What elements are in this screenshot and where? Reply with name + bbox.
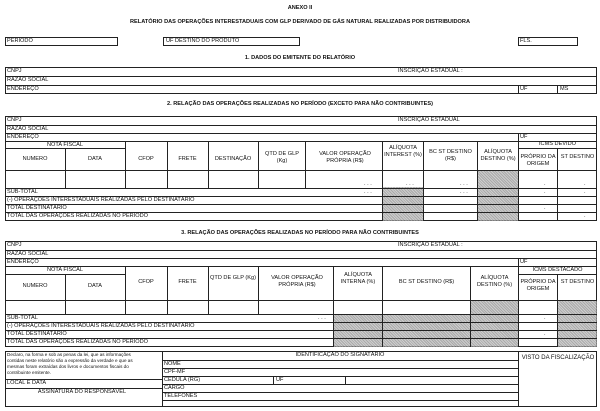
s3-numero-header: NUMERO bbox=[22, 283, 48, 289]
uf-destino-label: UF DESTINO DO PRODUTO bbox=[166, 38, 240, 44]
s3-cnpj-label: CNPJ bbox=[7, 242, 22, 248]
s2-inscricao-label: INSCRIÇÃO ESTADUAL bbox=[398, 117, 460, 123]
declaro-line-3: mesmas foram extraídas dos livros e documentos fiscais do bbox=[7, 364, 129, 369]
s3-qtd-glp-header: QTD DE GLP (Kg) bbox=[210, 275, 256, 281]
cargo-label[interactable]: CARGO bbox=[164, 385, 185, 391]
s2-valor-operacao-header: VALOR OPERAÇÃO PRÓPRIA (R$) bbox=[319, 151, 371, 164]
assinatura-label: ASSINATURA DO RESPONSÁVEL bbox=[37, 389, 127, 395]
section3-title: 3. RELAÇÃO DAS OPERAÇÕES REALIZADAS NO PERÍODO PARA NÃO CONTRIBUINTES bbox=[181, 230, 419, 236]
form-title: RELATÓRIO DAS OPERAÇÕES INTERESTADUAIS COM GLP DERIVADO DE GÁS NATURAL REALIZADAS POR DISTRIBUIDORA bbox=[130, 19, 470, 25]
s3-fill: . . . bbox=[318, 315, 326, 321]
visto-fiscalizacao: VISTO DA FISCALIZAÇÃO bbox=[521, 355, 595, 361]
s2-fill: . bbox=[584, 189, 586, 195]
s3-bc-st-destino-header: BC ST DESTINO (R$) bbox=[398, 279, 455, 285]
s2-fill: . bbox=[544, 189, 546, 195]
s2-fill: . . . bbox=[406, 181, 414, 187]
periodo-label: PERÍODO bbox=[7, 38, 33, 44]
s1-cnpj-label: CNPJ bbox=[7, 68, 22, 74]
s2-qtd-glp-header: QTD DE GLP (Kg) bbox=[265, 151, 299, 164]
s3-proprio-origem-header: PRÓPRIO DA ORIGEM bbox=[520, 279, 556, 292]
declaro-line-2: contidas neste relatório são a expressão da verdade e que as bbox=[7, 358, 133, 363]
s3-aliquota-interna-header: ALÍQUOTA INTERNA (%) bbox=[340, 272, 376, 285]
s3-icms-destacado-header: ICMS DESTACADO bbox=[532, 267, 583, 273]
s2-proprio-origem-header: PRÓPRIO DA ORIGEM bbox=[520, 154, 556, 167]
telefones-label[interactable]: TELEFONES bbox=[164, 393, 198, 399]
local-data-label: LOCAL E DATA bbox=[7, 380, 47, 386]
s2-subtotal-label: SUB-TOTAL bbox=[7, 189, 38, 195]
declaro-line-1: Declaro, na forma e sob as penas da lei, que as informações bbox=[7, 352, 131, 357]
s2-fill: . bbox=[544, 205, 546, 211]
s2-fill: . bbox=[584, 181, 586, 187]
cpf-label[interactable]: CPF-MF bbox=[164, 369, 186, 375]
s1-uf-label: UF bbox=[520, 86, 528, 92]
s2-st-destino-header: ST DESTINO bbox=[560, 154, 595, 160]
s3-endereco-label: ENDEREÇO bbox=[7, 259, 39, 265]
nome-label[interactable]: NOME bbox=[164, 361, 181, 367]
s2-aliquota-destino-header: ALÍQUOTA DESTINO (%) bbox=[480, 149, 516, 162]
uf-label[interactable]: UF bbox=[276, 377, 284, 383]
section1-table bbox=[5, 67, 597, 94]
section1-title: 1. DADOS DO EMITENTE DO RELATÓRIO bbox=[244, 55, 356, 61]
s2-bc-st-destino-header: BC ST DESTINO (R$) bbox=[429, 149, 472, 162]
s3-fill: . bbox=[544, 331, 546, 337]
s3-nota-fiscal-header: NOTA FISCAL bbox=[47, 267, 83, 273]
s2-fill: . . . bbox=[460, 189, 468, 195]
declaro-line-4: contribuinte emitente. bbox=[7, 370, 51, 375]
annex-label: ANEXO II bbox=[287, 5, 313, 11]
s3-razao-label: RAZÃO SOCIAL bbox=[7, 251, 49, 257]
s2-fill: . . . bbox=[364, 189, 372, 195]
s3-frete-header: FRETE bbox=[178, 279, 197, 285]
s2-fill: . . . bbox=[460, 181, 468, 187]
s2-fill: . . . bbox=[364, 181, 372, 187]
s3-aliquota-destino-header: ALÍQUOTA DESTINO (%) bbox=[476, 275, 513, 288]
s2-data-header: DATA bbox=[87, 156, 103, 162]
s1-inscricao-label: INSCRIÇÃO ESTADUAL : bbox=[398, 68, 463, 74]
s1-razao-label: RAZÃO SOCIAL bbox=[7, 77, 49, 83]
s2-cfop-header: CFOP bbox=[138, 156, 154, 162]
s3-valor-operacao-header: VALOR OPERAÇÃO PRÓPRIA (R$) bbox=[271, 275, 323, 288]
s2-aliquota-interest-header: ALÍQUOTA INTEREST (%) bbox=[384, 145, 422, 158]
s2-uf-label: UF bbox=[520, 134, 528, 140]
s3-fill: . bbox=[544, 315, 546, 321]
s2-fill: . bbox=[544, 181, 546, 187]
s3-cfop-header: CFOP bbox=[138, 279, 154, 285]
s1-endereco-label: ENDEREÇO bbox=[7, 86, 39, 92]
s1-ms-label: MS bbox=[560, 86, 569, 92]
s3-subtotal-label: SUB-TOTAL bbox=[7, 315, 38, 321]
s2-nota-fiscal-header: NOTA FISCAL bbox=[47, 142, 83, 148]
s3-total-operacoes-label: TOTAL DAS OPERAÇÕES REALIZADAS NO PERÍODO bbox=[7, 339, 149, 345]
s2-razao-label: RAZÃO SOCIAL bbox=[7, 126, 49, 132]
s2-frete-header: FRETE bbox=[178, 156, 197, 162]
s2-operacoes-label: (-) OPERAÇÕES INTERESTADUAIS REALIZADAS PELO DESTINATÁRIO bbox=[7, 197, 195, 203]
s2-numero-header: NUMERO bbox=[22, 156, 48, 162]
s2-fill: . bbox=[584, 213, 586, 219]
s2-total-operacoes-label: TOTAL DAS OPERAÇÕES REALIZADAS NO PERÍODO bbox=[7, 213, 149, 219]
s3-data-header: DATA bbox=[87, 283, 103, 289]
s3-uf-label: UF bbox=[520, 259, 528, 265]
s2-endereco-label: ENDEREÇO bbox=[7, 134, 39, 140]
s2-cnpj-label: CNPJ bbox=[7, 117, 22, 123]
s2-icms-devido-header: ICMS DEVIDO bbox=[539, 141, 576, 147]
s3-operacoes-label: (-) OPERAÇÕES INTERESTADUAIS REALIZADAS PELO DESTINATÁRIO bbox=[7, 323, 195, 329]
cedula-label[interactable]: CÉDULA (RG) bbox=[164, 377, 201, 383]
s3-st-destino-header: ST DESTINO bbox=[560, 279, 595, 285]
s3-inscricao-label: INSCRIÇÃO ESTADUAL : bbox=[398, 242, 463, 248]
s3-total-destinatario-label: TOTAL DESTINATÁRIO bbox=[7, 331, 67, 337]
s2-destinacao-header: DESTINAÇÃO bbox=[214, 156, 252, 162]
fls-label: FLS. bbox=[520, 38, 532, 44]
s2-total-destinatario-label: TOTAL DESTINATÁRIO bbox=[7, 205, 67, 211]
section2-title: 2. RELAÇÃO DAS OPERAÇÕES REALIZADAS NO PERÍODO (EXCETO PARA NÃO CONTRIBUINTES) bbox=[167, 101, 433, 107]
identificacao-header: IDENTIFICAÇÃO DO SIGNATÁRIO bbox=[295, 352, 385, 358]
